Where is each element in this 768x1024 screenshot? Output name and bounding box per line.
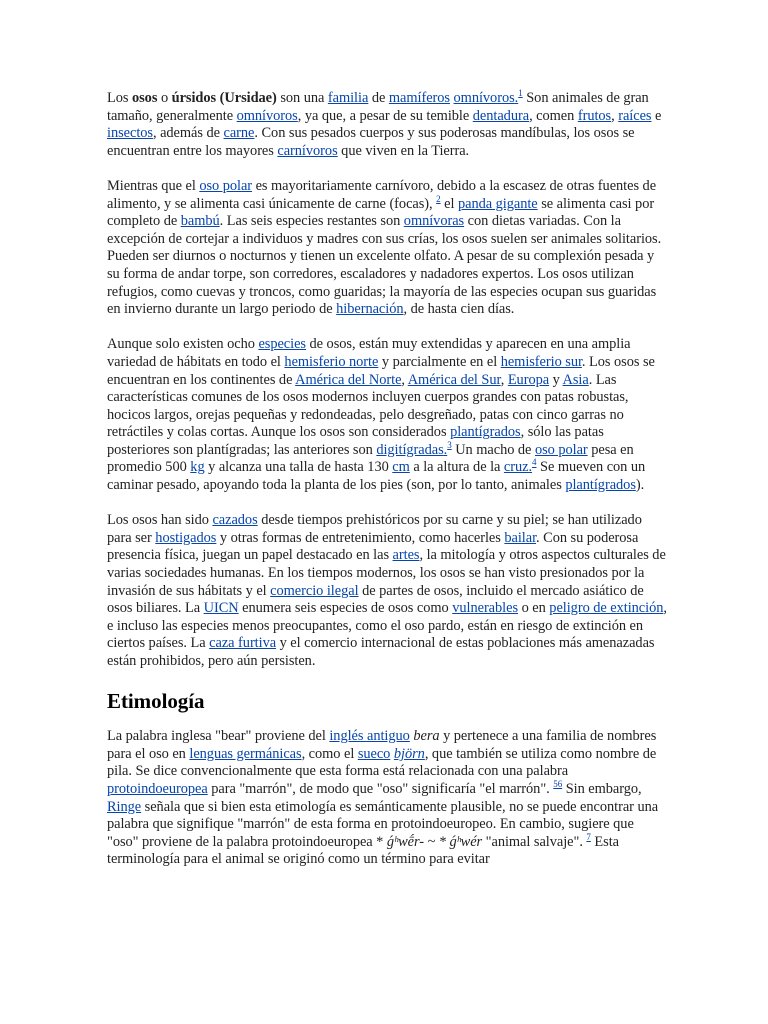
text-run: y parcialmente en el xyxy=(378,353,501,370)
paragraph-human-relations xyxy=(107,512,667,670)
article-body xyxy=(107,90,667,887)
article-link[interactable]: plantígrados xyxy=(450,424,521,441)
text-run: , xyxy=(500,371,508,388)
article-link[interactable]: omnívoras xyxy=(403,213,465,230)
text-run: Son animales de gran tamaño, generalmente xyxy=(107,90,649,124)
article-link[interactable]: carne xyxy=(223,125,255,142)
bold-term: úrsidos xyxy=(171,90,217,106)
text-run: , xyxy=(401,371,408,388)
article-link[interactable]: digitígradas xyxy=(376,441,444,458)
article-link[interactable]: artes xyxy=(392,547,420,564)
article-link[interactable]: protoindoeuropea xyxy=(107,780,208,797)
article-link[interactable]: björn xyxy=(393,745,425,762)
article-link[interactable]: panda gigante xyxy=(457,195,538,212)
article-link[interactable]: omnívoros xyxy=(453,90,515,106)
text-run: Esta terminología para el animal se originó como un término para evitar xyxy=(107,833,619,868)
text-run: y xyxy=(549,371,563,388)
text-run: se alimenta casi por completo de xyxy=(107,195,655,230)
text-run: . Los osos se encuentran en los continentes de xyxy=(107,353,655,388)
reference-link[interactable]: 1 xyxy=(518,88,523,99)
article-link[interactable]: omnívoros xyxy=(236,107,298,124)
article-link[interactable]: oso polar xyxy=(199,177,253,194)
article-link[interactable]: peligro de extinción xyxy=(549,600,664,617)
article-link[interactable]: vulnerables xyxy=(452,600,519,617)
article-link[interactable]: comercio ilegal xyxy=(270,582,359,599)
text-run: Se mueven con un caminar pesado, apoyando toda la planta de los pies (son, por lo tanto, animales xyxy=(107,459,646,494)
paragraph-distribution xyxy=(107,336,667,494)
text-run: Los xyxy=(107,90,132,106)
reference-link[interactable]: 2 xyxy=(436,193,441,204)
paragraph-etymology xyxy=(107,728,667,869)
text-run: de partes de osos, incluido el mercado asiático de osos biliares. La xyxy=(107,582,644,617)
text-run: y alcanza una talla de hasta 130 xyxy=(204,459,393,476)
article-link[interactable]: carnívoros xyxy=(277,142,338,159)
text-run: . Las seis especies restantes son xyxy=(219,213,404,230)
article-link[interactable]: mamíferos xyxy=(388,90,450,106)
article-link[interactable]: lenguas germánicas xyxy=(189,745,302,762)
text-run: pesa en promedio 500 xyxy=(107,441,634,476)
article-link[interactable]: caza furtiva xyxy=(209,635,277,652)
paragraph-diet xyxy=(107,178,667,319)
article-link[interactable]: cazados xyxy=(212,512,258,529)
article-link[interactable]: hibernación xyxy=(336,301,404,318)
text-run: Los osos han sido xyxy=(107,512,213,529)
text-run: o en xyxy=(518,600,550,617)
article-link[interactable]: UICN xyxy=(203,600,239,617)
article-link[interactable]: dentadura xyxy=(472,107,530,124)
article-link[interactable]: plantígrados xyxy=(565,477,636,494)
article-link[interactable]: insectos xyxy=(107,125,153,142)
article-link[interactable]: hostigados xyxy=(155,529,217,546)
article-link[interactable]: frutos xyxy=(577,107,612,124)
text-run: el xyxy=(440,195,458,212)
text-run: de osos, están muy extendidas y aparecen en una amplia variedad de hábitats en todo el xyxy=(107,336,631,370)
text-run: o xyxy=(157,90,172,106)
article-link[interactable]: . xyxy=(514,90,519,106)
reference-link[interactable]: 7 xyxy=(586,831,591,842)
text-run: a la altura de la xyxy=(409,459,504,476)
article-link[interactable]: familia xyxy=(327,90,369,106)
text-run: . Con su poderosa presencia física, juegan un papel destacado en las xyxy=(107,529,639,564)
text-run: enumera seis especies de osos como xyxy=(238,600,453,617)
text-run: para "marrón", de modo que "oso" significaría "el marrón". xyxy=(207,780,554,797)
reference-marker[interactable] xyxy=(553,779,562,789)
article-link[interactable]: . xyxy=(528,459,533,476)
text-run: , sólo las patas posteriores son plantígradas; las anteriores son xyxy=(107,424,604,458)
text-run: son una xyxy=(276,90,328,106)
article-link[interactable]: sueco xyxy=(357,745,391,762)
article-link[interactable]: inglés antiguo xyxy=(329,728,410,745)
text-run: Un macho de xyxy=(451,441,535,458)
article-link[interactable]: bailar xyxy=(504,529,537,546)
article-link[interactable]: especies xyxy=(258,336,306,353)
text-run: es mayoritariamente carnívoro, debido a la escasez de otras fuentes de alimento, y se alimenta casi únicamente de carne (focas), xyxy=(107,177,657,212)
bold-term: osos xyxy=(131,90,158,106)
article-link[interactable]: Asia xyxy=(562,371,589,388)
reference-link[interactable]: 56 xyxy=(553,779,563,790)
text-run: con dietas variadas. Con la excepción de cortejar a individuos y madres con sus crías, los osos suelen ser animales solitarios. Pueden ser diurnos o nocturnos y tienen un excelente olfato. A pesar de su complexión pesada y su forma de andar torpe, son corredores, escaladores y nadadores expertos. Los osos utilizan refugios, como cuevas y troncos, como guaridas; la mayoría de las especies ocupan sus guaridas en invierno durante un largo periodo de xyxy=(107,213,662,318)
article-link[interactable]: hemisferio sur xyxy=(500,353,582,370)
text-run: y pertenece a una familia de nombres para el oso en xyxy=(107,728,657,762)
italic-term: bera xyxy=(413,728,440,745)
section-heading-etimologia: Etimología xyxy=(107,689,205,714)
text-run: Mientras que el xyxy=(107,177,200,194)
text-run: "animal salvaje". xyxy=(482,833,587,850)
article-link[interactable]: América del Norte xyxy=(295,371,402,388)
bold-term: (Ursidae) xyxy=(219,90,277,106)
text-run: , de hasta cien días. xyxy=(403,301,515,318)
italic-term: ǵʰwḗr- ~ * ǵʰwér xyxy=(386,833,483,850)
text-run: , la mitología y otros aspectos culturales de varias sociedades humanas. En los tiempos modernos, los osos se han visto presionados por la invasión de sus hábitats y el xyxy=(107,547,666,599)
text-run: . Con sus pesados cuerpos y sus poderosas mandíbulas, los osos se encuentran entre los mayores xyxy=(107,125,635,159)
text-run: , e incluso las especies menos preocupantes, como el oso pardo, están en riesgo de extinción en ciertos países. La xyxy=(107,600,667,652)
article-link[interactable]: hemisferio norte xyxy=(284,353,379,370)
text-run: . Las características comunes de los osos modernos incluyen cuerpos grandes con patas robustas, hocicos largos, orejas pequeñas y redondeadas, pelo desgreñado, patas con cinco garras no retráctiles y colas cortas. Aunque los osos son considerados xyxy=(107,371,629,441)
article-link[interactable]: Ringe xyxy=(107,798,142,815)
text-run: de xyxy=(368,90,389,106)
article-link[interactable]: bambú xyxy=(180,213,220,230)
paragraph-intro xyxy=(107,90,667,160)
text-run: , ya que, a pesar de su temible xyxy=(297,107,473,124)
text-run: e xyxy=(651,107,662,124)
text-run: , comen xyxy=(529,107,578,124)
text-run: Aunque solo existen ocho xyxy=(107,336,259,353)
text-run: desde tiempos prehistóricos por su carne y su piel; se han utilizado para ser xyxy=(107,512,642,546)
text-run: Sin embargo, xyxy=(562,780,642,797)
article-link[interactable]: América del Sur xyxy=(407,371,501,388)
reference-link[interactable]: 3 xyxy=(447,440,452,451)
text-run: que viven en la Tierra. xyxy=(337,142,470,159)
article-link[interactable]: . xyxy=(443,441,448,458)
text-run: , además de xyxy=(152,125,224,142)
article-link[interactable]: kg xyxy=(190,459,205,476)
text-run: señala que si bien esta etimología es semánticamente plausible, no se puede encontrar una palabra que signifique "marrón" de esta forma en protoindoeuropeo. En cambio, sugiere que "oso" proviene de la palabra protoindoeuropea * xyxy=(107,798,659,850)
text-run: y el comercio internacional de estas poblaciones más amenazadas están prohibidos, pero aún persisten. xyxy=(107,635,655,669)
article-link[interactable]: Europa xyxy=(507,371,550,388)
article-link[interactable]: raíces xyxy=(618,107,652,124)
article-link[interactable]: oso polar xyxy=(534,441,588,458)
text-run: , que también se utiliza como nombre de pila. Se dice convencionalmente que esta forma está relacionada con una palabra xyxy=(107,745,657,780)
reference-link[interactable]: 4 xyxy=(532,457,537,468)
article-link[interactable]: cm xyxy=(392,459,410,476)
text-run: y otras formas de entretenimiento, como hacerles xyxy=(216,529,505,546)
text-run: , como el xyxy=(301,745,358,762)
text-run: ). xyxy=(635,477,645,494)
text-run: La palabra inglesa "bear" proviene del xyxy=(107,728,330,745)
article-link[interactable]: cruz xyxy=(503,459,529,476)
text-run: , xyxy=(611,107,619,124)
